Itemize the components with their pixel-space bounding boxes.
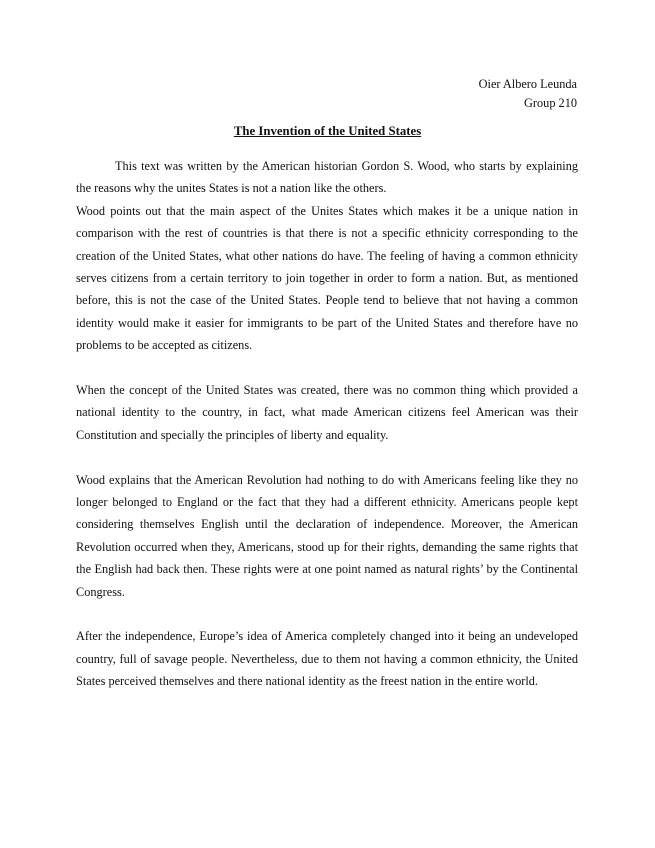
paragraph-intro: This text was written by the American historian Gordon S. Wood, who starts by explaining the reasons why the unites States is not a nation like the others. xyxy=(76,159,578,196)
group-label: Group 210 xyxy=(524,96,577,110)
author-name: Oier Albero Leunda xyxy=(478,77,577,91)
paragraph-identity: When the concept of the United States was created, there was no common thing which provided a national identity to the country, in fact, what made American citizens feel American was their Constitution and specially the principles of liberty and equality. xyxy=(76,383,578,442)
paragraph-ethnicity: Wood points out that the main aspect of the Unites States which makes it be a unique nation in comparison with the rest of countries is that there is not a specific ethnicity corresponding to the creation of the United States, what other nations do have. The feeling of having a common ethnicity serves citizens from a certain territory to join together in order to form a nation. But, as mentioned before, this is not the case of the United States. People tend to believe that not having a common identity would make it easier for immigrants to be part of the United States and therefore have no problems to be accepted as citizens. xyxy=(76,203,578,353)
author-block xyxy=(479,75,577,113)
document-title: The Invention of the United States xyxy=(233,124,422,138)
document-body xyxy=(76,155,578,693)
paragraph-independence: After the independence, Europe’s idea of America completely changed into it being an undeveloped country, full of savage people. Nevertheless, due to them not having a common ethnicity, the United States perceived themselves and there national identity as the freest nation in the entire world. xyxy=(76,629,578,689)
paragraph-revolution: Wood explains that the American Revolution had nothing to do with Americans feeling like they no longer belonged to England or the fact that they had a different ethnicity. Americans people kept considering themselves English until the declaration of independence. Moreover, the American Revolution occurred when they, Americans, stood up for their rights, demanding the same rights that the English had back then. These rights were at one point named as natural rights’ by the Continental Congress. xyxy=(76,472,578,599)
